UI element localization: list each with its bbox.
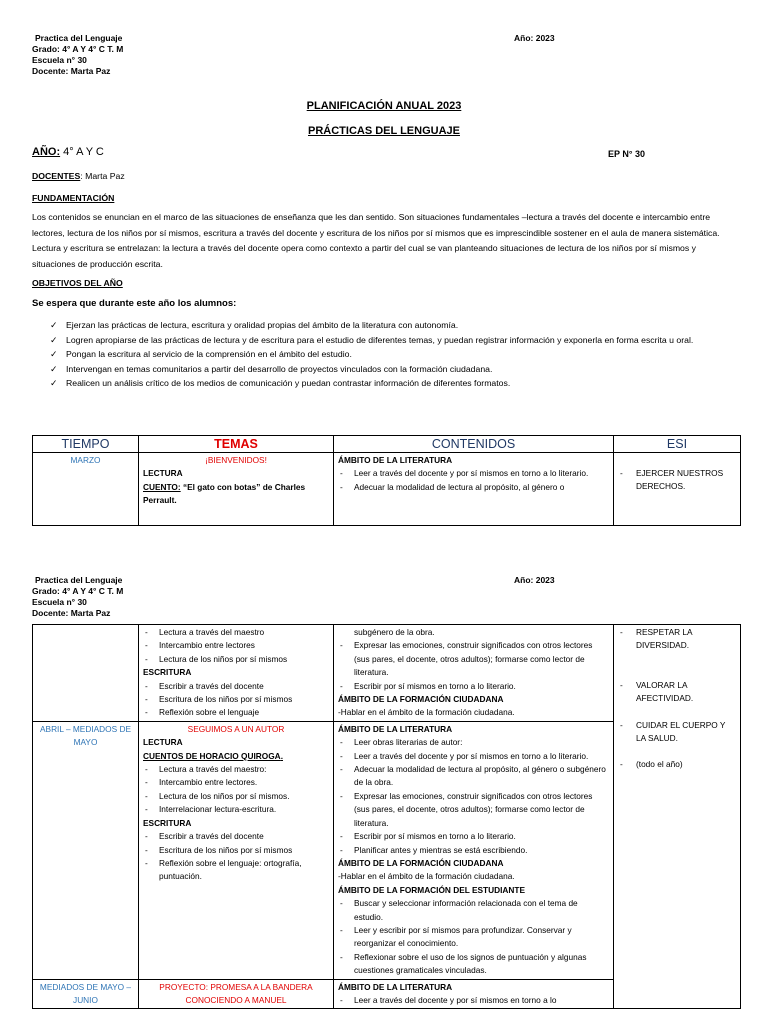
list-item: - CUIDAR EL CUERPO Y LA SALUD. — [618, 719, 736, 746]
list-item: - Expresar las emociones, construir significados con otros lectores (sus pares, el docente, otros adultos); formarse como lector de literatura. — [338, 790, 609, 830]
docentes-line — [32, 171, 125, 181]
list-item: - Escribir por sí mismos en torno a lo literario. — [338, 830, 609, 843]
ambito-literatura: ÁMBITO DE LA LITERATURA — [338, 455, 453, 465]
list-item: - Leer obras literarias de autor: — [338, 736, 609, 749]
literatura-list — [338, 736, 609, 857]
list-item: - Reflexión sobre el lenguaje: ortografía, puntuación. — [143, 857, 329, 884]
list-item: ✓ Pongan la escritura al servicio de la comprensión en el ámbito del estudio. — [48, 347, 738, 362]
cell-temas — [139, 453, 334, 526]
header-school: Escuela n° 30 — [32, 597, 87, 607]
cell-temas: PROYECTO: PROMESA A LA BANDERA CONOCIENDO A MANUEL — [139, 979, 334, 1009]
list-item: - Planificar antes y mientras se está escribiendo. — [338, 844, 609, 857]
cell-temas — [139, 721, 334, 979]
header-subject: Practica del Lenguaje — [35, 33, 123, 43]
list-item: - Leer a través del docente y por sí mismos en torno a lo — [338, 994, 609, 1007]
ciudadana-text: -Hablar en el ámbito de la formación ciudadana. — [338, 871, 515, 882]
planning-table-continued — [32, 624, 741, 1009]
objetivos-heading: OBJETIVOS DEL AÑO — [32, 278, 123, 288]
cell-contenidos — [334, 625, 614, 722]
list-item: - Leer y escribir por sí mismos para profundizar. Conservar y reorganizar el conocimiento. — [338, 924, 609, 951]
cell-temas — [139, 625, 334, 722]
escritura-label: ESCRITURA — [143, 667, 192, 678]
estudiante-list — [338, 897, 609, 977]
header-year: Año: 2023 — [514, 33, 555, 43]
header-subject: Practica del Lenguaje — [35, 575, 123, 585]
cuento-label: CUENTO: — [143, 481, 181, 492]
anio-value: 4° A Y C — [60, 146, 104, 158]
cell-esi — [614, 453, 741, 526]
escritura-list — [143, 830, 329, 884]
page1-header — [32, 33, 123, 77]
list-item: ✓ Logren apropiarse de las prácticas de lectura y de escritura para el estudio de diferentes temas, y puedan registrar información y exponerla en forma escrita u oral. — [48, 333, 738, 348]
cell-contenidos — [334, 721, 614, 979]
escritura-list — [143, 680, 329, 720]
list-item: - Escribir a través del docente — [143, 830, 329, 843]
column-header-tiempo: TIEMPO — [33, 436, 139, 453]
list-item: - (todo el año) — [618, 758, 736, 771]
ambito-literatura: ÁMBITO DE LA LITERATURA — [338, 723, 453, 734]
list-item: - Lectura de los niños por sí mismos. — [143, 790, 329, 803]
lectura-list — [143, 626, 329, 666]
cell-contenidos — [334, 453, 614, 526]
header-grade: Grado: 4° A Y 4° C T. M — [32, 44, 124, 54]
page-subtitle: PRÁCTICAS DEL LENGUAJE — [308, 125, 460, 137]
cuento-value: “El gato con botas” de Charles Perrault. — [143, 481, 306, 506]
contenidos-list — [338, 639, 609, 693]
list-item: - Intercambio entre lectores. — [143, 776, 329, 789]
list-item: - Lectura a través del maestro — [143, 626, 329, 639]
list-item: - Lectura de los niños por sí mismos — [143, 653, 329, 666]
anio-line — [32, 146, 104, 158]
ep-number: EP N° 30 — [608, 149, 645, 159]
cuentos-title: CUENTOS DE HORACIO QUIROGA. — [143, 750, 283, 761]
cuento-line — [143, 481, 329, 508]
column-header-temas: TEMAS — [139, 436, 334, 453]
page-title: PLANIFICACIÓN ANUAL 2023 — [306, 100, 462, 112]
contenidos-list — [338, 467, 609, 494]
list-item: - Escribir a través del docente — [143, 680, 329, 693]
ambito-ciudadana: ÁMBITO DE LA FORMACIÓN CIUDADANA — [338, 857, 504, 868]
ambito-estudiante: ÁMBITO DE LA FORMACIÓN DEL ESTUDIANTE — [338, 884, 525, 895]
header-year: Año: 2023 — [514, 575, 555, 585]
column-header-esi: ESI — [614, 436, 741, 453]
cell-esi — [614, 625, 741, 1009]
header-teacher: Docente: Marta Paz — [32, 608, 111, 618]
list-item: - Intercambio entre lectores — [143, 639, 329, 652]
anio-label: AÑO: — [32, 146, 61, 158]
fundamentacion-heading: FUNDAMENTACIÓN — [32, 193, 115, 203]
list-item: ✓ Ejerzan las prácticas de lectura, escritura y oralidad propias del ámbito de la literatura con autonomía. — [48, 318, 738, 333]
list-item: - Leer a través del docente y por sí mismos en torno a lo literario. — [338, 750, 609, 763]
lectura-list — [143, 763, 329, 817]
continued-text: subgénero de la obra. — [354, 627, 435, 637]
ambito-ciudadana: ÁMBITO DE LA FORMACIÓN CIUDADANA — [338, 694, 504, 705]
header-grade: Grado: 4° A Y 4° C T. M — [32, 586, 124, 596]
header-school: Escuela n° 30 — [32, 55, 87, 65]
list-item: - Reflexionar sobre el uso de los signos de puntuación y algunas cuestiones gramaticales vinculadas. — [338, 951, 609, 978]
cell-contenidos — [334, 979, 614, 1009]
list-item: - Escribir por sí mismos en torno a lo literario. — [338, 680, 609, 693]
list-item: ✓ Realicen un análisis crítico de los medios de comunicación y puedan contrastar información de diferentes formatos. — [48, 376, 738, 391]
list-item: - Escritura de los niños por sí mismos — [143, 693, 329, 706]
cell-tiempo: MARZO — [33, 453, 139, 526]
objetivos-list — [48, 318, 738, 391]
list-item: - Leer a través del docente y por sí mismos en torno a lo literario. — [338, 467, 609, 480]
lectura-label: LECTURA — [143, 737, 183, 748]
ciudadana-text: -Hablar en el ámbito de la formación ciudadana. — [338, 707, 515, 718]
cell-tiempo: ABRIL – MEDIADOS DE MAYO — [33, 721, 139, 979]
docentes-value: : Marta Paz — [80, 171, 125, 181]
fundamentacion-text: Los contenidos se enuncian en el marco de las situaciones de enseñanza que les dan sentido. Son situaciones fundamentales –lectura a través del docente e intercambio entre lectores, lectura de los niños por sí mismos, escritura a través del docente y escritura de los niños por sí mismos que es imprescindible sostener en el aula de manera sistemática. Lectura y escritura se entrelazan: la lectura a través del docente opera como contexto a partir del cual se van planteando situaciones de lectura de los niños por sí mismos y situaciones de producción escrita. — [32, 212, 720, 269]
cell-tiempo — [33, 625, 139, 722]
esi-list — [618, 626, 736, 772]
list-item: - Lectura a través del maestro: — [143, 763, 329, 776]
column-header-contenidos: CONTENIDOS — [334, 436, 614, 453]
esi-list — [618, 467, 736, 494]
list-item: - Buscar y seleccionar información relacionada con el tema de estudio. — [338, 897, 609, 924]
objetivos-intro: Se espera que durante este año los alumnos: — [32, 298, 237, 309]
list-item: - Adecuar la modalidad de lectura al propósito, al género o — [338, 481, 609, 494]
list-item: - EJERCER NUESTROS DERECHOS. — [618, 467, 736, 494]
list-item: - Escritura de los niños por sí mismos — [143, 844, 329, 857]
planning-table — [32, 435, 741, 526]
table-row — [33, 453, 741, 526]
list-item: - Interrelacionar lectura-escritura. — [143, 803, 329, 816]
table-header-row — [33, 436, 741, 453]
table-row — [33, 625, 741, 722]
tema-title: ¡BIENVENIDOS! — [205, 455, 267, 465]
escritura-label: ESCRITURA — [143, 817, 192, 828]
tema-title: SEGUIMOS A UN AUTOR — [187, 723, 285, 734]
cell-tiempo: MEDIADOS DE MAYO – JUNIO — [33, 979, 139, 1009]
page2-header — [32, 575, 123, 619]
lectura-label: LECTURA — [143, 468, 183, 479]
list-item: - RESPETAR LA DIVERSIDAD. — [618, 626, 736, 653]
docentes-label: DOCENTES — [32, 171, 81, 181]
ambito-literatura: ÁMBITO DE LA LITERATURA — [338, 981, 453, 992]
list-item: - Expresar las emociones, construir significados con otros lectores (sus pares, el docente, otros adultos); formarse como lector de literatura. — [338, 639, 609, 679]
list-item: - Reflexión sobre el lenguaje — [143, 706, 329, 719]
header-teacher: Docente: Marta Paz — [32, 66, 111, 76]
literatura-list — [338, 994, 609, 1007]
list-item: - Adecuar la modalidad de lectura al propósito, al género o subgénero de la obra. — [338, 763, 609, 790]
list-item: - VALORAR LA AFECTIVIDAD. — [618, 679, 736, 706]
list-item: ✓ Intervengan en temas comunitarios a partir del desarrollo de proyectos vinculados con la formación ciudadana. — [48, 362, 738, 377]
